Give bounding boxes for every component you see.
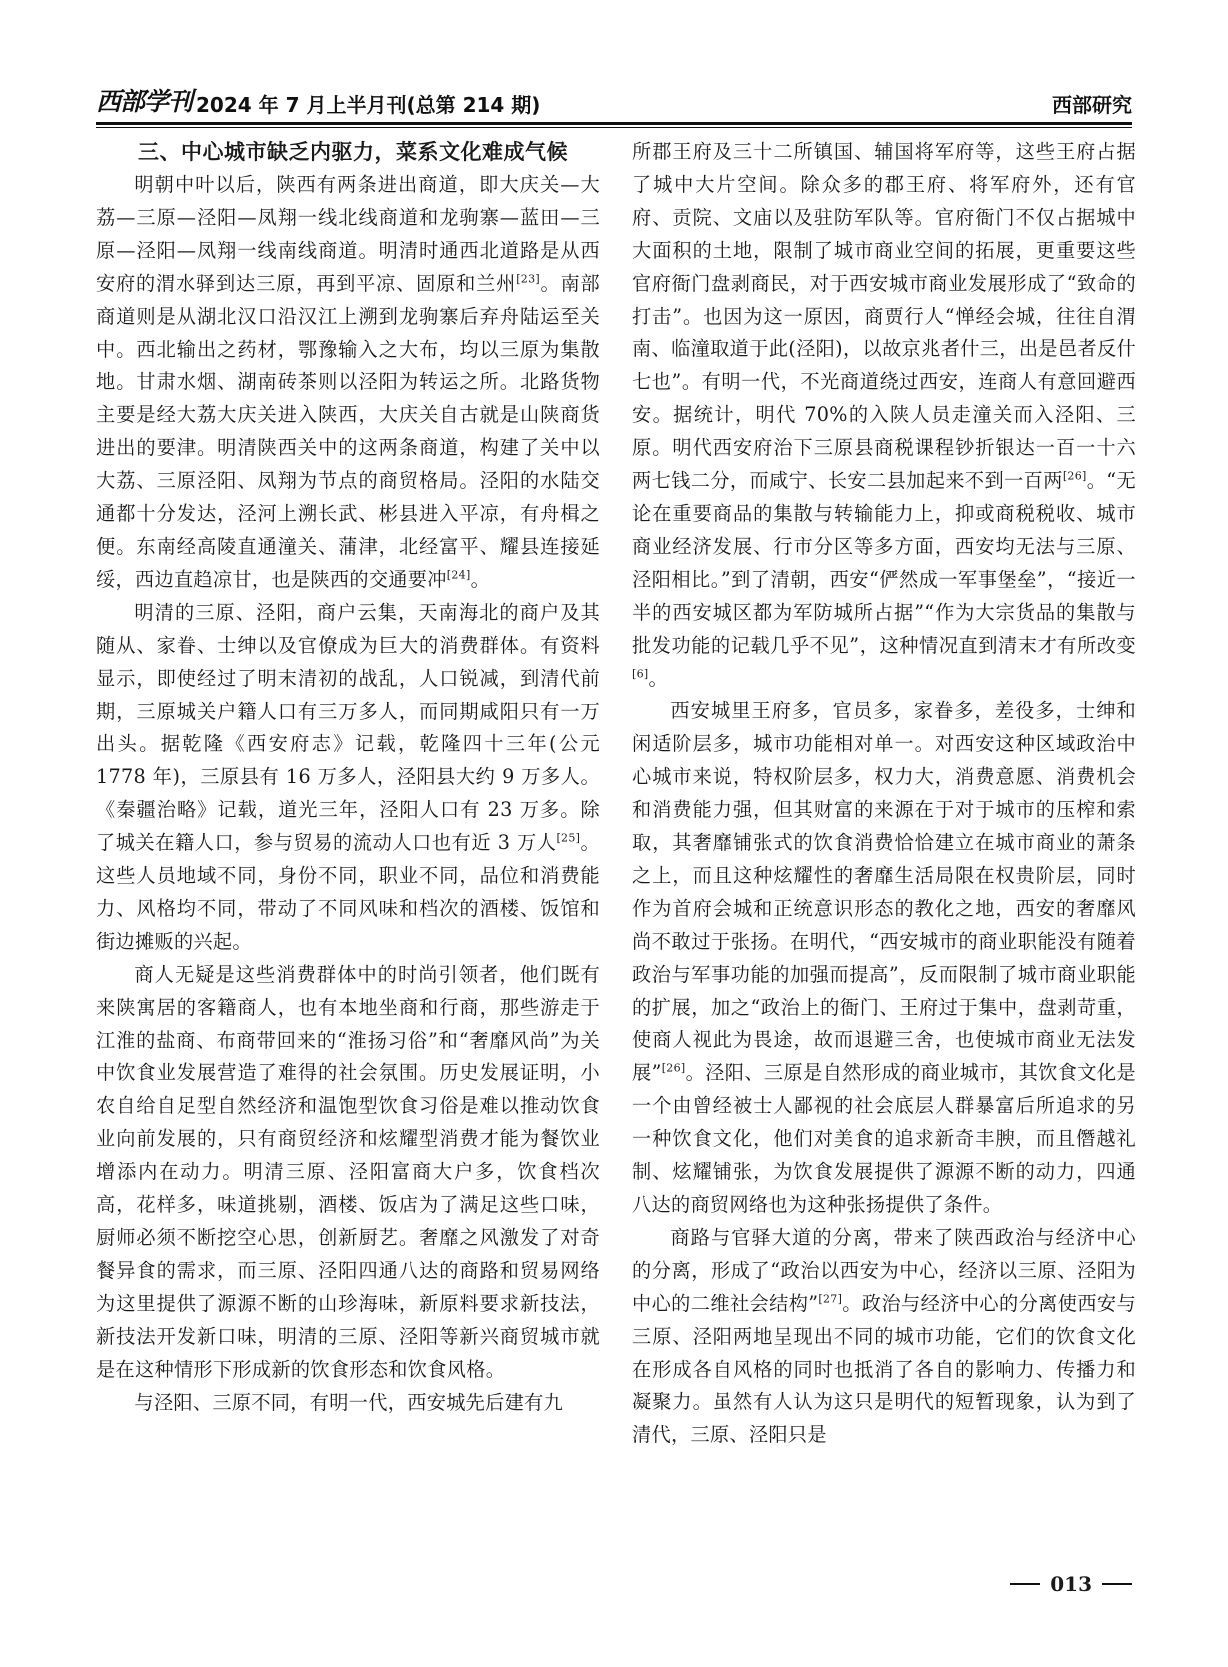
paragraph-text: 。: [648, 666, 668, 690]
right-column: [632, 136, 1136, 1606]
body-paragraph: [96, 597, 600, 959]
paragraph-text: 。南部商道则是从湖北汉口沿汉江上溯到龙驹寨后弃舟陆运至关中。西北输出之药材，鄂豫输入之大布，均以三原为集散地。甘肃水烟、湖南砖茶则以泾阳为转运之所。北路货物主要是经大荔大庆关进入陕西，大庆关自古就是山陕商货进出的要津。明清陕西关中的这两条商道，构建了关中以大荔、三原泾阳、凤翔为节点的商贸格局。泾阳的水陆交通都十分发达，泾河上溯长武、彬县进入平凉，有舟楫之便。东南经高陵直通潼关、蒲津，北经富平、耀县连接延绥，西边直趋凉甘，也是陕西的交通要冲: [96, 271, 600, 591]
citation-ref: [25]: [556, 831, 581, 845]
body-columns: [96, 136, 1136, 1606]
paragraph-text: 与泾阳、三原不同，有明一代，西安城先后建有九: [134, 1390, 564, 1414]
journal-logo: 西部学刊: [96, 87, 193, 116]
footer-dash-right: [1102, 1583, 1132, 1585]
paragraph-text: 明朝中叶以后，陕西有两条进出商道，即大庆关—大荔—三原—泾阳—凤翔一线北线商道和龙驹寨—蓝田—三原—泾阳—凤翔一线南线商道。明清时通西北道路是从西安府的渭水驿到达三原，再到平凉、固原和兰州: [96, 173, 600, 295]
header-rule: [96, 122, 1132, 125]
citation-ref: [27]: [818, 1292, 843, 1306]
citation-ref: [26]: [661, 1061, 686, 1075]
section-name: 西部研究: [1052, 93, 1132, 117]
body-paragraph: [632, 1222, 1136, 1452]
citation-ref: [26]: [1062, 469, 1087, 483]
header-left: [96, 82, 540, 118]
running-header: [96, 78, 1132, 118]
paragraph-text: 商路与官驿大道的分离，带来了陕西政治与经济中心的分离，形成了“政治以西安为中心，经济以三原、泾阳为中心的二维社会结构”: [632, 1225, 1136, 1315]
paragraph-text: 所郡王府及三十二所镇国、辅国将军府等，这些王府占据了城中大片空间。除众多的郡王府、将军府外，还有官府、贡院、文庙以及驻防军队等。官府衙门不仅占据城中大面积的土地，限制了城市商业空间的拓展，更重要这些官府衙门盘剥商民，对于西安城市商业发展形成了“致命的打击”。也因为这一原因，商贾行人“惮经会城，往往自渭南、临潼取道于此(泾阳)，以故京兆者什三，出是邑者反什七也”。有明一代，不光商道绕过西安，连商人有意回避西安。据统计，明代 70%的入陕人员走潼关而入泾阳、三原。明代西安府治下三原县商税课程钞折银达一百一十六两七钱二分，而咸宁、长安二县加起来不到一百两: [632, 140, 1136, 493]
body-paragraph: [632, 136, 1136, 695]
citation-ref: [23]: [516, 272, 540, 286]
left-column: [96, 136, 600, 1606]
paragraph-text: 。泾阳、三原是自然形成的商业城市，其饮食文化是一个由曾经被士人鄙视的社会底层人群暴富后所追求的另一种饮食文化，他们对美食的追求新奇丰腴，而且僭越礼制、炫耀铺张，为饮食发展提供了源源不断的动力，四通八达的商贸网络也为这种张扬提供了条件。: [632, 1061, 1136, 1216]
body-paragraph: [96, 169, 600, 597]
paragraph-text: 西安城里王府多，官员多，家眷多，差役多，士绅和闲适阶层多，城市功能相对单一。对西安这种区域政治中心城市来说，特权阶层多，权力大，消费意愿、消费机会和消费能力强，但其财富的来源在于对于城市的压榨和索取，其奢靡铺张式的饮食消费恰恰建立在城市商业的萧条之上，而且这种炫耀性的奢靡生活局限在权贵阶层，同时作为首府会城和正统意识形态的教化之地，西安的奢靡风尚不敢过于张扬。在明代，“西安城市的商业职能没有随着政治与军事功能的加强而提高”，反而限制了城市商业职能的扩展，加之“政治上的衙门、王府过于集中，盘剥苛重，使商人视此为畏途，故而退避三舍，也使城市商业无法发展”: [632, 699, 1136, 1085]
section-heading: 三、中心城市缺乏内驱力，菜系文化难成气候: [138, 140, 568, 164]
citation-ref: [6]: [632, 667, 649, 681]
page-footer: [1010, 1572, 1132, 1596]
paragraph-text: 。: [470, 567, 491, 591]
paragraph-text: 。政治与经济中心的分离使西安与三原、泾阳两地呈现出不同的城市功能，它们的饮食文化在形成各自风格的同时也抵消了各自的影响力、传播力和凝聚力。虽然有人认为这只是明代的短暂现象，认为到了清代，三原、泾阳只是: [632, 1291, 1136, 1447]
paragraph-text: 。这些人员地域不同，身份不同，职业不同，品位和消费能力、风格均不同，带动了不同风味和档次的酒楼、饭馆和街边摊贩的兴起。: [96, 831, 600, 953]
issue-info: 2024 年 7 月上半月刊(总第 214 期): [196, 93, 541, 117]
paragraph-text: 明清的三原、泾阳，商户云集，天南海北的商户及其随从、家眷、士绅以及官僚成为巨大的消费群体。有资料显示，即使经过了明末清初的战乱，人口锐减，到清代前期，三原城关户籍人口有三万多人，而同期咸阳只有一万出头。据乾隆《西安府志》记载，乾隆四十三年(公元 1778 年)，三原县有 16 万多人，泾阳县大约 9 万多人。《秦疆治略》记载，道光三年，泾阳人口有 23 万多。除了城关在籍人口，参与贸易的流动人口也有近 3 万人: [96, 600, 600, 855]
body-paragraph: [96, 959, 600, 1387]
citation-ref: [24]: [446, 568, 471, 582]
page-number: 013: [1050, 1572, 1092, 1596]
body-paragraph: [632, 695, 1136, 1222]
header-rule-thin: [96, 127, 1132, 128]
body-paragraph: [96, 1387, 600, 1420]
paragraph-text: 。“无论在重要商品的集散与转输能力上，抑或商税税收、城市商业经济发展、行市分区等多方面，西安均无法与三原、泾阳相比。”到了清朝，西安“俨然成一军事堡垒”，“接近一半的西安城区都为军防城所占据”“作为大宗货品的集散与批发功能的记载几乎不见”，这种情况直到清末才有所改变: [632, 469, 1136, 657]
footer-dash-left: [1010, 1583, 1040, 1585]
paragraph-text: 商人无疑是这些消费群体中的时尚引领者，他们既有来陕寓居的客籍商人，也有本地坐商和行商，那些游走于江淮的盐商、布商带回来的“淮扬习俗”和“奢靡风尚”为关中饮食业发展营造了难得的社会氛围。历史发展证明，小农自给自足型自然经济和温饱型饮食习俗是难以推动饮食业向前发展的，只有商贸经济和炫耀型消费才能为餐饮业增添内在动力。明清三原、泾阳富商大户多，饮食档次高，花样多，味道挑剔，酒楼、饭店为了满足这些口味，厨师必须不断挖空心思，创新厨艺。奢靡之风激发了对奇餐异食的需求，而三原、泾阳四通八达的商路和贸易网络为这里提供了源源不断的山珍海味，新原料要求新技法，新技法开发新口味，明清的三原、泾阳等新兴商贸城市就是在这种情形下形成新的饮食形态和饮食风格。: [96, 962, 600, 1381]
